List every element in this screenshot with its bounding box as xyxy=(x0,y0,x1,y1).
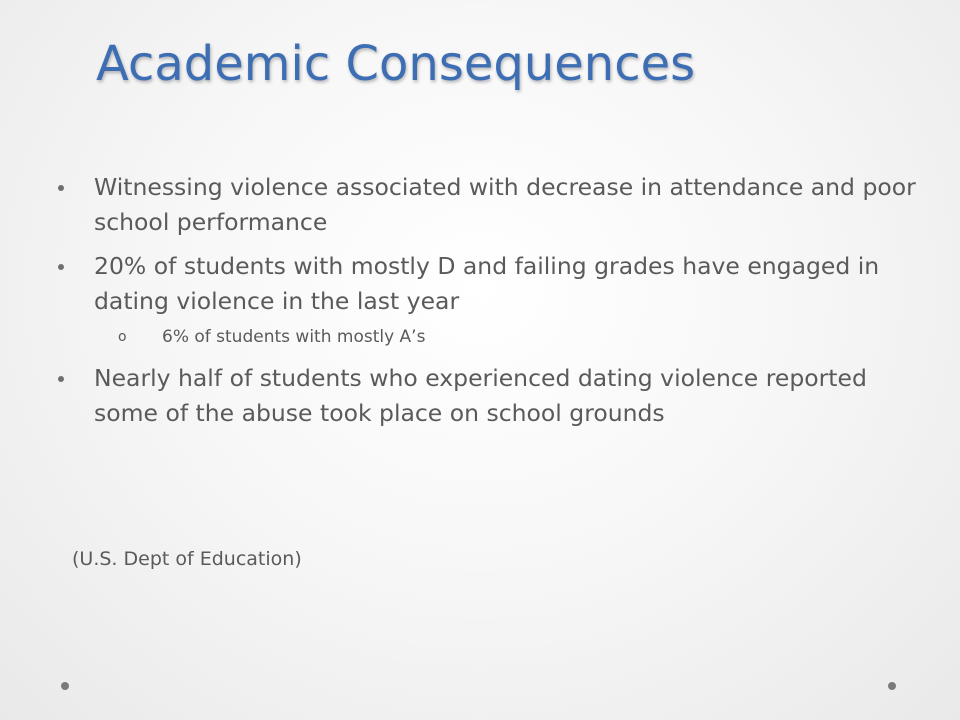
slide-content xyxy=(58,170,918,440)
sub-bullet-marker-icon: o xyxy=(118,329,127,345)
bullet-text: Nearly half of students who experienced dating violence reported some of the abuse took place on school grounds xyxy=(94,364,867,427)
corner-dot-icon xyxy=(888,682,896,690)
sub-bullet-item xyxy=(118,323,918,351)
bullet-text: Witnessing violence associated with decrease in attendance and poor school performance xyxy=(94,173,916,236)
slide-title: Academic Consequences xyxy=(96,36,696,92)
sub-bullet-list xyxy=(94,323,918,351)
sub-bullet-text: 6% of students with mostly A’s xyxy=(162,327,426,347)
bullet-item xyxy=(58,170,918,240)
bullet-item xyxy=(58,361,918,431)
bullet-list xyxy=(58,170,918,431)
citation: (U.S. Dept of Education) xyxy=(72,548,302,570)
bullet-dot-icon xyxy=(58,185,64,191)
bullet-dot-icon xyxy=(58,264,64,270)
bullet-text: 20% of students with mostly D and failing grades have engaged in dating violence in the last year xyxy=(94,252,880,315)
bullet-item xyxy=(58,249,918,351)
corner-dot-icon xyxy=(61,682,69,690)
bullet-dot-icon xyxy=(58,376,64,382)
